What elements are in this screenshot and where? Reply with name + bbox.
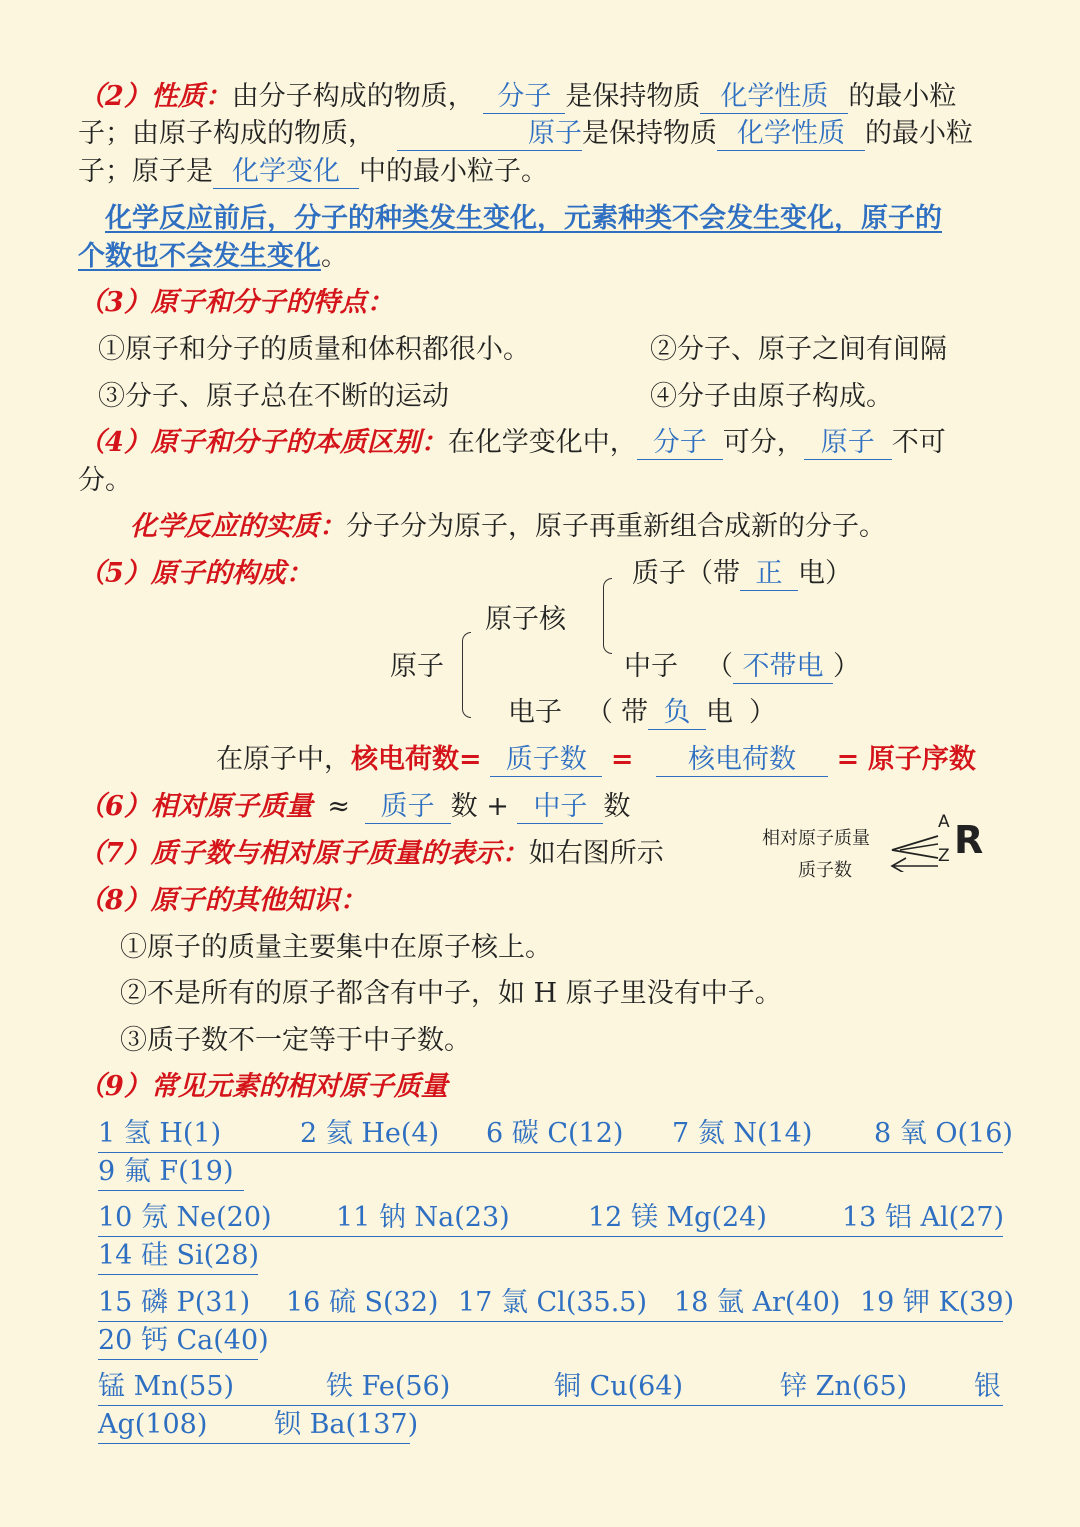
blank: 负 <box>648 697 706 730</box>
s6-label: （6）相对原子质量 <box>78 791 313 822</box>
element-item: 15 磷 P(31) <box>98 1287 251 1318</box>
element-item: 12 镁 Mg(24) <box>588 1202 767 1233</box>
s7-label: （7）质子数与相对原子质量的表示： <box>78 838 529 869</box>
element-item: 1 氢 H(1) <box>98 1118 222 1149</box>
element-item: 铁 Fe(56) <box>326 1371 451 1402</box>
element-item: 锌 Zn(65) <box>780 1371 908 1402</box>
relation-red: = <box>836 744 860 775</box>
text: （ <box>586 697 613 728</box>
text: 中子 <box>624 651 678 682</box>
element-item: 钡 Ba(137) <box>274 1409 419 1440</box>
s3-item1: ①原子和分子的质量和体积都很小。 <box>98 334 530 365</box>
text: 在原子中， <box>216 744 351 775</box>
text: ≈ <box>327 791 351 822</box>
s3-label: （3）原子和分子的特点： <box>78 287 394 318</box>
blank: 化学性质 <box>717 118 865 151</box>
element-item: 7 氮 N(14) <box>672 1118 813 1149</box>
blank: 中子 <box>517 791 603 824</box>
text: 可分， <box>722 427 804 458</box>
element-item: 9 氟 F(19) <box>98 1156 234 1187</box>
fig-protons-label: 质子数 <box>798 860 852 881</box>
element-item: 银 <box>974 1371 1001 1402</box>
text: 数 <box>603 791 631 822</box>
element-item: 17 氯 Cl(35.5) <box>458 1287 647 1318</box>
blank: 原子 <box>804 427 892 460</box>
text: 是保持物质 <box>582 118 717 149</box>
s4-line1 <box>78 424 946 462</box>
s2-line1 <box>78 78 956 116</box>
s4-label: （4）原子和分子的本质区别： <box>78 427 448 458</box>
s6-line <box>78 788 630 826</box>
relation-red: = <box>610 744 634 775</box>
note-line1: 化学反应前后，分子的种类发生变化，元素种类不会发生变化，原子的 <box>105 203 942 234</box>
arrow-icon <box>886 822 946 872</box>
proton-line <box>632 555 852 593</box>
s2-label: （2）性质： <box>78 81 232 112</box>
relation-line <box>216 741 976 779</box>
text: 电子 <box>508 697 562 728</box>
blank: 正 <box>740 558 798 591</box>
s2-line3 <box>78 153 548 191</box>
s2-line2 <box>78 115 973 153</box>
text: 分子分为原子，原子再重新组合成新的分子。 <box>346 511 886 542</box>
text: 电 <box>706 697 733 728</box>
relation-red: 原子序数 <box>867 744 976 775</box>
s9-label: （9）常见元素的相对原子质量 <box>78 1071 448 1102</box>
element-item: 2 氦 He(4) <box>300 1118 440 1149</box>
element-item: 6 碳 C(12) <box>486 1118 624 1149</box>
notation-figure <box>760 812 990 882</box>
s3-item4: ④分子由原子构成。 <box>650 381 893 412</box>
text: 的最小粒 <box>865 118 973 149</box>
element-item: 8 氧 O(16) <box>874 1118 1013 1149</box>
text: （ <box>706 651 733 682</box>
element-item: 16 硫 S(32) <box>286 1287 439 1318</box>
text: ） <box>833 651 860 682</box>
note-text: 个数也不会发生变化 <box>78 241 321 272</box>
electron-line <box>508 694 776 732</box>
relation-red: 核电荷数= <box>351 744 482 775</box>
text: 不可 <box>891 427 946 458</box>
text: 子；由原子构成的物质， <box>78 118 375 149</box>
element-item: 14 硅 Si(28) <box>98 1240 260 1271</box>
neutron-line <box>624 648 860 686</box>
element-item: 11 钠 Na(23) <box>336 1202 510 1233</box>
element-item: Ag(108) <box>98 1409 208 1440</box>
s8-item2: ②不是所有的原子都含有中子，如 H 原子里没有中子。 <box>120 978 782 1009</box>
blank: 化学变化 <box>213 156 359 189</box>
text: 。 <box>321 241 348 272</box>
blank: 化学性质 <box>700 81 848 114</box>
blank: 质子数 <box>490 744 602 777</box>
blank: 质子 <box>365 791 451 824</box>
element-item: 铜 Cu(64) <box>554 1371 684 1402</box>
element-item: 13 铝 Al(27) <box>842 1202 1005 1233</box>
element-item: 18 氩 Ar(40) <box>674 1287 841 1318</box>
s3-item3: ③分子、原子总在不断的运动 <box>98 381 449 412</box>
text: 带 <box>621 697 648 728</box>
text: 由分子构成的物质， <box>231 81 475 112</box>
element-item: 锰 Mn(55) <box>98 1371 235 1402</box>
s8-item3: ③质子数不一定等于中子数。 <box>120 1025 471 1056</box>
nucleus-label: 原子核 <box>485 604 566 635</box>
element-item: 19 钾 K(39) <box>860 1287 1015 1318</box>
element-item: 10 氖 Ne(20) <box>98 1202 272 1233</box>
essence-line <box>130 508 886 546</box>
nucleus-brace <box>603 578 612 654</box>
blank: 分子 <box>483 81 565 114</box>
atom-brace <box>462 632 471 718</box>
blank: 不带电 <box>733 651 833 684</box>
fig-A: A <box>938 812 950 832</box>
blank: 核电荷数 <box>656 744 828 777</box>
element-item: 20 钙 Ca(40) <box>98 1325 269 1356</box>
fig-R: R <box>954 818 984 862</box>
s4-line2: 分。 <box>78 465 132 496</box>
text: 在化学变化中， <box>447 427 637 458</box>
text: 如右图所示 <box>528 838 664 869</box>
blank: 分子 <box>637 427 723 460</box>
text: ） <box>749 697 776 728</box>
essence-label: 化学反应的实质： <box>130 511 346 542</box>
atom-label: 原子 <box>390 651 444 682</box>
s3-item2: ②分子、原子之间有间隔 <box>650 334 947 365</box>
text: 的最小粒 <box>848 81 957 112</box>
text: 是保持物质 <box>565 81 701 112</box>
text: 数 + <box>450 791 509 822</box>
text: 电） <box>798 558 852 589</box>
s7-line <box>78 835 664 873</box>
s5-label: （5）原子的构成： <box>78 558 313 589</box>
note-line2 <box>78 238 348 276</box>
fig-mass-label: 相对原子质量 <box>762 828 870 849</box>
text: 质子（带 <box>632 558 740 589</box>
text: 子；原子是 <box>78 156 213 187</box>
s8-item1: ①原子的质量主要集中在原子核上。 <box>120 932 552 963</box>
blank: 原子 <box>397 118 582 151</box>
s8-label: （8）原子的其他知识： <box>78 885 367 916</box>
fig-Z: Z <box>938 846 950 866</box>
text: 中的最小粒子。 <box>359 156 548 187</box>
